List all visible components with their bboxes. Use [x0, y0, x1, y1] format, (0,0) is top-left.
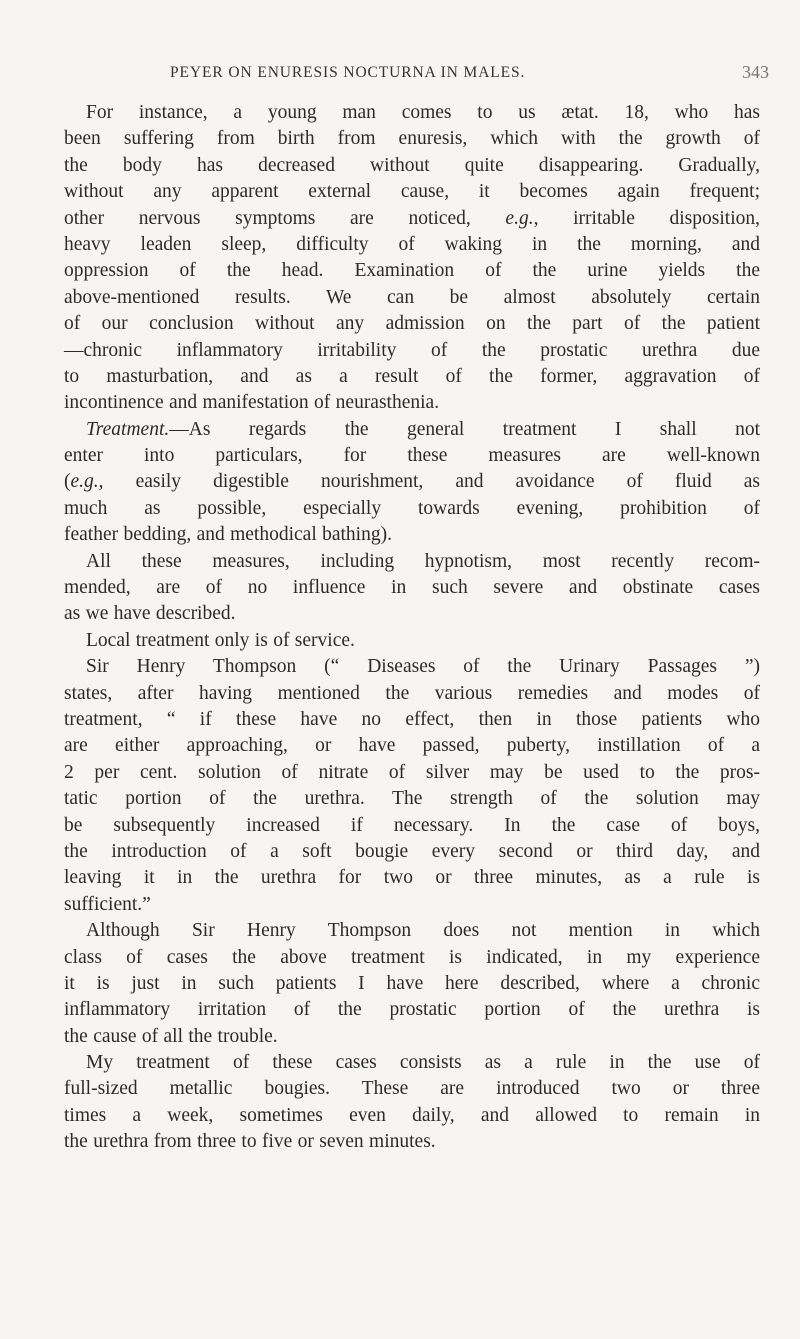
text-line: For instance, a young man comes to us ætat. 18, who has — [86, 102, 760, 123]
text-line: the cause of all the trouble. — [64, 1025, 278, 1047]
text-line: other nervous symptoms are noticed, e.g., irritable disposition, — [64, 207, 760, 229]
text-line: the body has decreased without quite disappearing. Gradually, — [64, 154, 760, 176]
text-line: treatment, “ if these have no effect, then in those patients who — [64, 708, 760, 730]
text-line: heavy leaden sleep, difficulty of waking in the morning, and — [64, 233, 760, 255]
text-line: the urethra from three to five or seven minutes. — [64, 1131, 436, 1153]
text-line: Although Sir Henry Thompson does not mention in which — [86, 920, 760, 942]
text-line: as we have described. — [64, 603, 236, 625]
text-line: tatic portion of the urethra. The strength of the solution may — [64, 788, 760, 810]
text-line: much as possible, especially towards evening, prohibition of — [64, 497, 760, 519]
text-line: Local treatment only is of service. — [86, 629, 355, 651]
text-line: be subsequently increased if necessary. In the case of boys, — [64, 814, 760, 836]
text-line: the introduction of a soft bougie every second or third day, and — [64, 840, 760, 862]
text-line: (e.g., easily digestible nourishment, and avoidance of fluid as — [64, 471, 760, 493]
text-line: oppression of the head. Examination of the urine yields the — [64, 260, 760, 282]
text-line: of our conclusion without any admission on the part of the patient — [64, 313, 760, 335]
text-line: inflammatory irritation of the prostatic portion of the urethra is — [64, 999, 760, 1021]
text-line: class of cases the above treatment is indicated, in my experience — [64, 946, 760, 968]
text-line: feather bedding, and methodical bathing). — [64, 524, 392, 546]
text-line: All these measures, including hypnotism, most recently recom- — [86, 550, 760, 572]
text-line: Treatment.—As regards the general treatment I shall not — [86, 418, 760, 440]
running-title: PEYER ON ENURESIS NOCTURNA IN MALES. — [170, 64, 526, 81]
text-line: leaving it in the urethra for two or three minutes, as a rule is — [64, 867, 760, 889]
text-line: sufficient.” — [64, 893, 151, 915]
text-line: been suffering from birth from enuresis, which with the growth of — [64, 128, 760, 150]
body-text — [64, 100, 760, 1156]
text-line: above-mentioned results. We can be almost absolutely certain — [64, 286, 760, 308]
text-line: mended, are of no influence in such severe and obstinate cases — [64, 577, 760, 599]
page-number: 343 — [742, 62, 769, 82]
text-line: times a week, sometimes even daily, and allowed to remain in — [64, 1104, 760, 1126]
text-line: are either approaching, or have passed, puberty, instillation of a — [64, 735, 760, 757]
text-line: incontinence and manifestation of neurasthenia. — [64, 392, 440, 414]
text-line: —chronic inflammatory irritability of the prostatic urethra due — [64, 339, 760, 361]
text-line: it is just in such patients I have here described, where a chronic — [64, 972, 760, 994]
text-line: states, after having mentioned the various remedies and modes of — [64, 682, 760, 704]
text-line: Sir Henry Thompson (“ Diseases of the Urinary Passages ”) — [86, 656, 760, 678]
text-line: enter into particulars, for these measures are well-known — [64, 445, 760, 467]
text-line: 2 per cent. solution of nitrate of silver may be used to the pros- — [64, 761, 760, 783]
text-line: My treatment of these cases consists as a rule in the use of — [86, 1052, 760, 1074]
text-line: full-sized metallic bougies. These are introduced two or three — [64, 1078, 760, 1100]
text-line: to masturbation, and as a result of the former, aggravation of — [64, 365, 760, 387]
text-line: without any apparent external cause, it becomes again frequent; — [64, 181, 760, 203]
